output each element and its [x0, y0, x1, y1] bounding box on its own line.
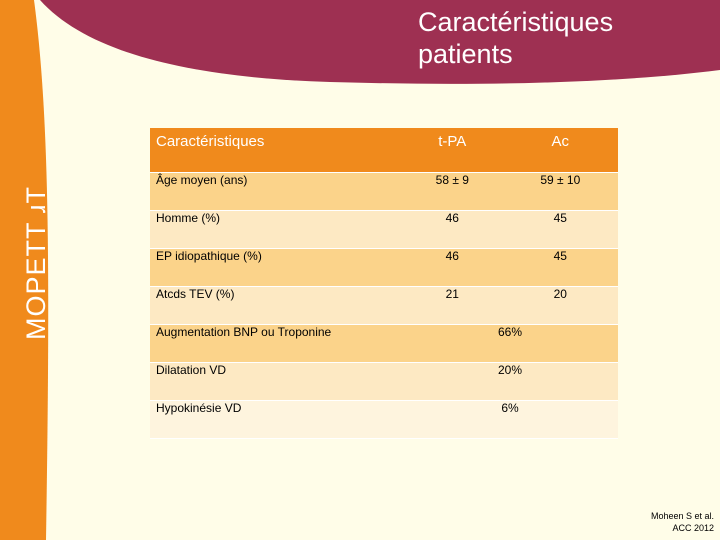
- row-tpa-value: 46: [402, 211, 503, 249]
- row-tpa-value: 46: [402, 249, 503, 287]
- header-ac: Ac: [503, 128, 618, 173]
- header-tpa: t-PA: [402, 128, 503, 173]
- row-ac-value: 45: [503, 211, 618, 249]
- row-label: Homme (%): [150, 211, 402, 249]
- row-merged-value: 6%: [402, 401, 618, 439]
- table-row: [150, 173, 618, 211]
- row-label: EP idiopathique (%): [150, 249, 402, 287]
- table-row-merged: [150, 363, 618, 401]
- header-characteristics: Caractéristiques: [150, 128, 402, 173]
- row-tpa-value: 21: [402, 287, 503, 325]
- row-ac-value: 20: [503, 287, 618, 325]
- row-ac-value: 45: [503, 249, 618, 287]
- slide-title-line2: patients: [418, 39, 513, 69]
- table-row-merged: [150, 401, 618, 439]
- table-row: [150, 249, 618, 287]
- slide-title: [418, 6, 718, 70]
- table-header-row: [150, 128, 618, 173]
- table-row: [150, 211, 618, 249]
- side-label: MOPETT ɹT: [21, 186, 51, 340]
- row-label: Hypokinésie VD: [150, 401, 402, 439]
- citation: [630, 510, 714, 534]
- row-tpa-value: 58 ± 9: [402, 173, 503, 211]
- row-label: Augmentation BNP ou Troponine: [150, 325, 402, 363]
- table-row: [150, 287, 618, 325]
- slide-title-line1: Caractéristiques: [418, 7, 614, 37]
- row-merged-value: 20%: [402, 363, 618, 401]
- citation-line2: ACC 2012: [672, 523, 714, 533]
- citation-line1: Moheen S et al.: [650, 511, 714, 521]
- row-label: Dilatation VD: [150, 363, 402, 401]
- row-merged-value: 66%: [402, 325, 618, 363]
- table-row-merged: [150, 325, 618, 363]
- row-ac-value: 59 ± 10: [503, 173, 618, 211]
- row-label: Âge moyen (ans): [150, 173, 402, 211]
- row-label: Atcds TEV (%): [150, 287, 402, 325]
- patient-characteristics-table: [150, 128, 618, 439]
